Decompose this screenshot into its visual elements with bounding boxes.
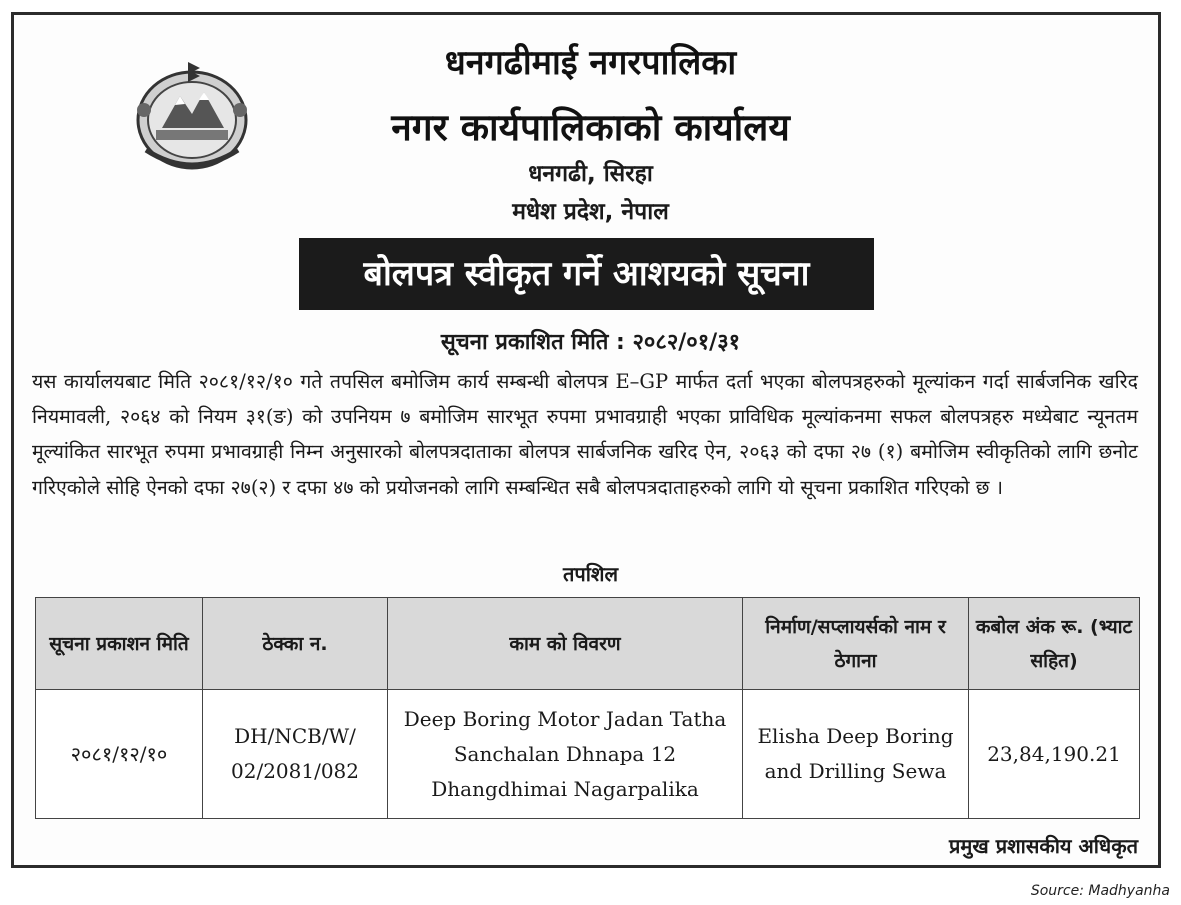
signature-title: प्रमुख प्रशासकीय अधिकृत: [949, 834, 1138, 858]
cell-contractor: Elisha Deep Boring and Drilling Sewa: [743, 690, 969, 819]
cell-work-description: Deep Boring Motor Jadan Tatha Sanchalan Dhnapa 12 Dhangdhimai Nagarpalika: [388, 690, 743, 819]
header-contract-no: ठेक्का न.: [203, 598, 388, 690]
office-name: नगर कार्यपालिकाको कार्यालय: [391, 106, 790, 149]
office-province: मधेश प्रदेश, नेपाल: [512, 199, 669, 225]
header-work-description: काम को विवरण: [388, 598, 743, 690]
section-title: तपशिल: [562, 562, 619, 586]
header-contractor: निर्माण/सप्लायर्सको नाम र ठेगाना: [743, 598, 969, 690]
municipality-name: धनगढीमाई नगरपालिका: [444, 43, 737, 83]
bid-table: [35, 597, 1140, 819]
table-header-row: [36, 598, 1140, 690]
cell-published-date: २०८१/१२/१०: [36, 690, 203, 819]
office-address: धनगढी, सिरहा: [528, 161, 653, 187]
header-published-date: सूचना प्रकाशन मिति: [36, 598, 203, 690]
published-date: सूचना प्रकाशित मिति : २०८२/०१/३१: [440, 330, 741, 355]
notice-body: यस कार्यालयबाट मिति २०८१/१२/१० गते तपसिल बमोजिम कार्य सम्बन्धी बोलपत्र E–GP मार्फत दर्ता भएका बोलपत्रहरुको मूल्यांकन गर्दा सार्बजनिक खरिद नियमावली, २०६४ को नियम ३१(ङ) को उपनियम ७ बमोजिम सारभूत रुपमा प्रभावग्राही भएका प्राविधिक मूल्यांकनमा सफल बोलपत्रहरु मध्येबाट न्यूनतम मूल्यांकित सारभूत रुपमा प्रभावग्राही निम्न अनुसारको बोलपत्रदाताका बोलपत्र सार्बजनिक खरिद ऐन, २०६३ को दफा २७ (१) बमोजिम स्वीकृतिको लागि छनोट गरिएकोले सोहि ऐनको दफा २७(२) र दफा ४७ को प्रयोजनको लागि सम्बन्धित सबै बोलपत्रदाताहरुको लागि यो सूचना प्रकाशित गरिएको छ ।: [32, 370, 1138, 499]
notice-title: बोलपत्र स्वीकृत गर्ने आशयको सूचना: [299, 238, 874, 310]
table-row: [36, 690, 1140, 819]
header-bid-amount: कबोल अंक रू. (भ्याट सहित): [969, 598, 1140, 690]
cell-contract-no: DH/NCB/W/ 02/2081/082: [203, 690, 388, 819]
source-credit: Source: Madhyanha: [1030, 883, 1170, 899]
cell-bid-amount: 23,84,190.21: [969, 690, 1140, 819]
